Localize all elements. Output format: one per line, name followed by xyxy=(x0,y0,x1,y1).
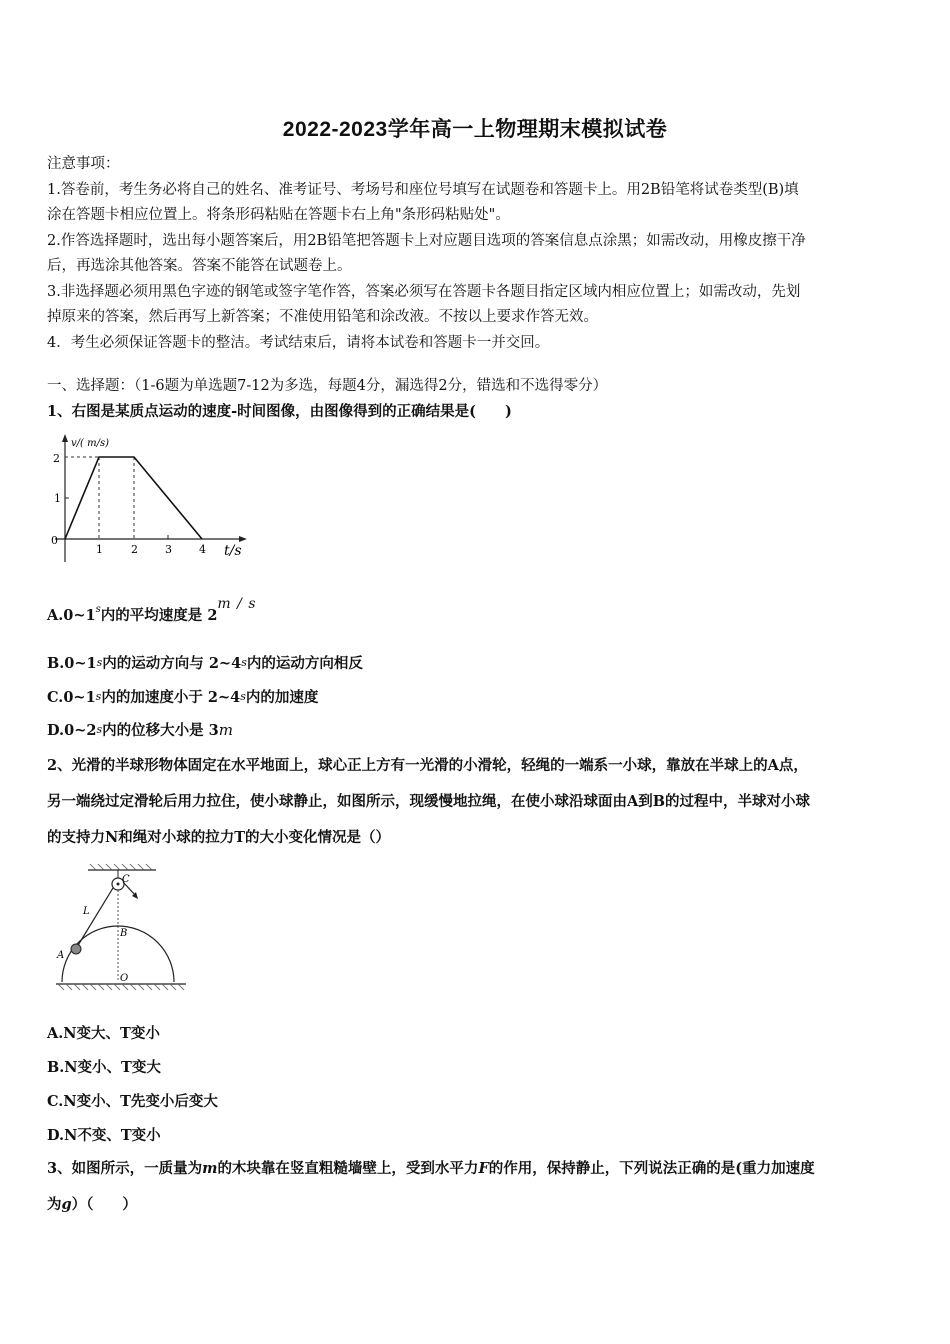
graph-ytick: 0 xyxy=(51,534,58,547)
question-3-text: 的木块靠在竖直粗糙墙壁上，受到水平力 xyxy=(217,1160,479,1177)
graph-xtick: 2 xyxy=(131,543,138,556)
question-2-line: 2、光滑的半球形物体固定在水平地面上，球心正上方有一光滑的小滑轮，轻绳的一端系一小球，靠放在半球上的A点， xyxy=(47,757,808,774)
question-2-option-d[interactable]: D.N不变、T变小 xyxy=(47,1127,161,1144)
option-text: 内的加速度小于 2~4 xyxy=(101,689,241,706)
notes-line: 掉原来的答案，然后再写上新答案；不准使用铅笔和涂改液。不按以上要求作答无效。 xyxy=(47,309,598,325)
notes-line: 4．考生必须保证答题卡的整洁。考试结束后，请将本试卷和答题卡一并交回。 xyxy=(47,334,550,351)
question-3-text: 的作用，保持静止，下列说法正确的是(重力加速度 xyxy=(488,1160,815,1177)
question-3-text: 为 xyxy=(47,1196,62,1213)
var-f: F xyxy=(478,1160,489,1177)
section-heading: 一、选择题：（1-6题为单选题7-12为多选，每题4分，漏选得2分，错选和不选得零分） xyxy=(47,378,608,394)
figure-label-o: O xyxy=(120,973,129,984)
unit-s: s xyxy=(95,690,102,703)
question-1-option-a[interactable] xyxy=(47,596,257,625)
figure-label-a: A xyxy=(57,950,65,961)
option-text: 内的加速度 xyxy=(245,689,319,706)
option-text: 内的平均速度是 2 xyxy=(100,607,218,624)
option-text: 内的位移大小是 3 xyxy=(102,722,219,739)
unit-m: m xyxy=(218,721,233,739)
figure-label-b: B xyxy=(120,928,128,939)
question-1-text: 1、右图是某质点运动的速度-时间图像，由图像得到的正确结果是( ) xyxy=(47,403,512,420)
question-1-option-d[interactable] xyxy=(47,719,233,740)
notes-line: 涂在答题卡相应位置上。将条形码粘贴在答题卡右上角"条形码粘贴处"。 xyxy=(47,207,510,223)
question-3-line xyxy=(47,1151,909,1187)
graph-xtick: 4 xyxy=(199,543,206,556)
question-2-stem xyxy=(47,748,909,856)
question-2-option-b[interactable]: B.N变小、T变大 xyxy=(47,1059,161,1076)
question-1-stem xyxy=(47,394,909,430)
question-3-text: ）（ ） xyxy=(71,1196,137,1213)
question-2-option-a[interactable]: A.N变大、T变小 xyxy=(47,1025,160,1042)
graph-xtick: 1 xyxy=(96,543,103,556)
question-2-line: 的支持力N和绳对小球的拉力T的大小变化情况是（） xyxy=(47,829,391,846)
notes-line: 3.非选择题必须用黑色字迹的钢笔或签字笔作答，答案必须写在答题卡各题目指定区域内相应位置上；如需改动，先划 xyxy=(47,283,801,300)
graph-xtick: 3 xyxy=(165,543,172,556)
hemisphere-pulley-figure xyxy=(52,862,192,996)
option-text: 内的运动方向相反 xyxy=(246,655,363,672)
notes-line: 1.答卷前，考生务必将自己的姓名、准考证号、考场号和座位号填写在试题卷和答题卡上。用2B铅笔将试卷类型(B)填 xyxy=(47,181,799,198)
notes-block xyxy=(47,152,909,356)
graph-ytick: 2 xyxy=(53,452,60,465)
question-1-option-c[interactable] xyxy=(47,686,318,707)
unit-s: s xyxy=(241,656,247,669)
option-text: C.0~1 xyxy=(47,689,96,706)
option-text: 内的运动方向与 2~4 xyxy=(102,655,242,672)
unit-s: s xyxy=(95,604,101,615)
notes-line: 2.作答选择题时，选出每小题答案后，用2B铅笔把答题卡上对应题目选项的答案信息点涂黑；如需改动，用橡皮擦干净 xyxy=(47,232,806,249)
question-3-text: 3、如图所示，一质量为 xyxy=(47,1160,203,1177)
question-2-option-c[interactable]: C.N变小、T先变小后变大 xyxy=(47,1093,218,1110)
velocity-time-graph xyxy=(47,432,257,570)
unit-s: s xyxy=(96,723,103,736)
question-2-line: 另一端绕过定滑轮后用力拉住，使小球静止，如图所示，现缓慢地拉绳，在使小球沿球面由A到B的过程中，半球对小球 xyxy=(47,793,811,810)
option-text: D.0~2 xyxy=(47,722,97,739)
question-3-line xyxy=(47,1187,909,1223)
figure-label-c: C xyxy=(122,874,130,885)
question-3-stem xyxy=(47,1151,909,1223)
graph-ylabel: v/( m/s) xyxy=(71,438,109,449)
figure-label-l: L xyxy=(83,906,90,917)
page-title: 2022-2023学年高一上物理期末模拟试卷 xyxy=(282,118,668,141)
unit-s: s xyxy=(96,656,103,669)
var-m: m xyxy=(202,1160,218,1177)
option-text: A.0~1 xyxy=(47,607,96,624)
notes-heading: 注意事项： xyxy=(47,156,120,172)
graph-ytick: 1 xyxy=(54,492,61,505)
notes-line: 后，再选涂其他答案。答案不能答在试题卷上。 xyxy=(47,258,352,274)
unit-s: s xyxy=(240,690,246,703)
option-text: B.0~1 xyxy=(47,655,97,672)
question-1-option-b[interactable] xyxy=(47,652,363,673)
unit-ms: m / s xyxy=(217,596,257,612)
var-g: g xyxy=(61,1196,72,1213)
graph-xlabel: t/s xyxy=(224,543,242,559)
